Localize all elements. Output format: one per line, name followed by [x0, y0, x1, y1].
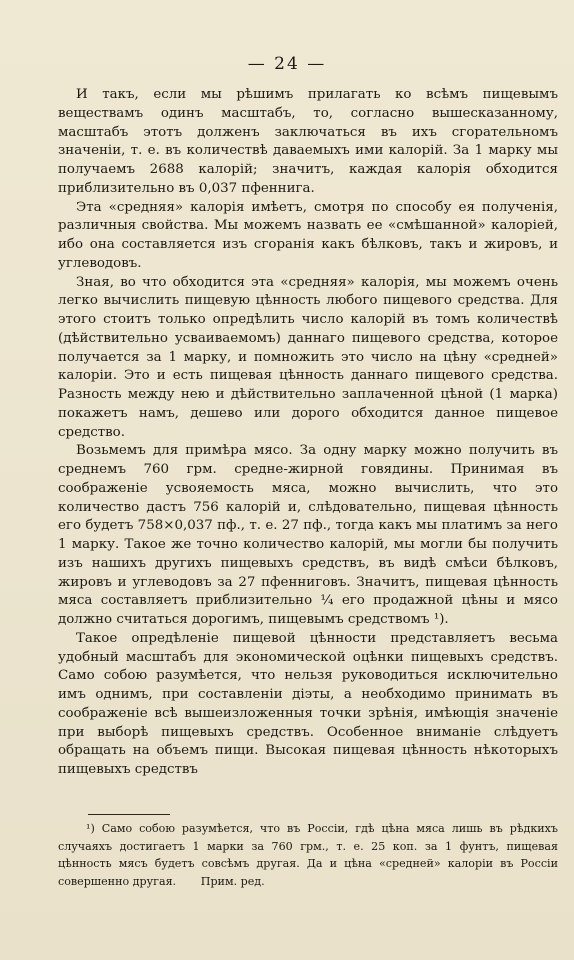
footnote-divider: [88, 814, 170, 815]
main-text: [58, 86, 558, 780]
page-number: — 24 —: [247, 54, 327, 74]
paragraph: Такое опредѣленіе пищевой цѣнности представляетъ весьма удобный масштабъ для экономической оцѣнки пищевыхъ средствъ. Само собою разумѣется, что нельзя руководиться исключительно имъ однимъ, при составленіи діэты, а необходимо принимать въ соображеніе всѣ вышеизложенныя точки зрѣнія, имѣющія значеніе при выборѣ пищевыхъ средствъ. Особенное вниманіе слѣдуетъ обращать на объемъ пищи. Высокая пищевая цѣнность нѣкоторыхъ пищевыхъ средствъ: [58, 630, 558, 777]
footnote-text: ¹) Само собою разумѣется, что въ Россіи, гдѣ цѣна мяса лишь въ рѣдкихъ случаяхъ достигаетъ 1 марки за 760 грм., т. е. 25 коп. за 1 фунтъ, пищевая цѣнность мясъ будетъ совсѣмъ другая. Да и цѣна «средней» калоріи въ Россіи совершенно другая. Прим. ред.: [58, 822, 562, 888]
footnote: [58, 820, 562, 890]
paragraph: Зная, во что обходится эта «средняя» калорія, мы можемъ очень легко вычислить пищевую цѣнность любого пищевого средства. Для этого стоитъ только опредѣлить число калорій въ томъ количествѣ (дѣйствительно усваиваемомъ) даннаго пищевого средства, которое получается за 1 марку, и помножить это число на цѣну «средней» калоріи. Это и есть пищевая цѣнность даннаго пищевого средства. Разность между нею и дѣйствительно заплаченной цѣной (1 марка) покажетъ намъ, дешево или дорого обходится данное пищевое средство.: [58, 274, 558, 440]
paragraph: И такъ, если мы рѣшимъ прилагать ко всѣмъ пищевымъ веществамъ одинъ масштабъ, то, согласно вышесказанному, масштабъ этотъ долженъ заключаться въ ихъ сгорательномъ значеніи, т. е. въ количествѣ даваемыхъ ими калорій. За 1 марку мы получаемъ 2688 калорій; значитъ, каждая калорія обходится приблизительно въ 0,037 пфеннига.: [58, 87, 558, 196]
paragraph: Эта «средняя» калорія имѣетъ, смотря по способу ея полученія, различныя свойства. Мы можемъ назвать ее «смѣшанной» калоріей, ибо она составляется изъ сгоранія какъ бѣлковъ, такъ и жировъ, и углеводовъ.: [58, 199, 558, 271]
paragraph: Возьмемъ для примѣра мясо. За одну марку можно получить въ среднемъ 760 грм. средне-жирной говядины. Принимая въ соображеніе усвояемость мяса, можно вычислить, что это количество дастъ 756 калорій и, слѣдовательно, пищевая цѣнность его будетъ 758×0,037 пф., т. е. 27 пф., тогда какъ мы платимъ за него 1 марку. Такое же точно количество калорій, мы могли бы получить изъ нашихъ другихъ пищевыхъ средствъ, въ видѣ смѣси бѣлковъ, жировъ и углеводовъ за 27 пфенниговъ. Значитъ, пищевая цѣнность мяса составляетъ приблизительно ¼ его продажной цѣны и мясо должно считаться дорогимъ, пищевымъ средствомъ ¹).: [58, 443, 558, 627]
